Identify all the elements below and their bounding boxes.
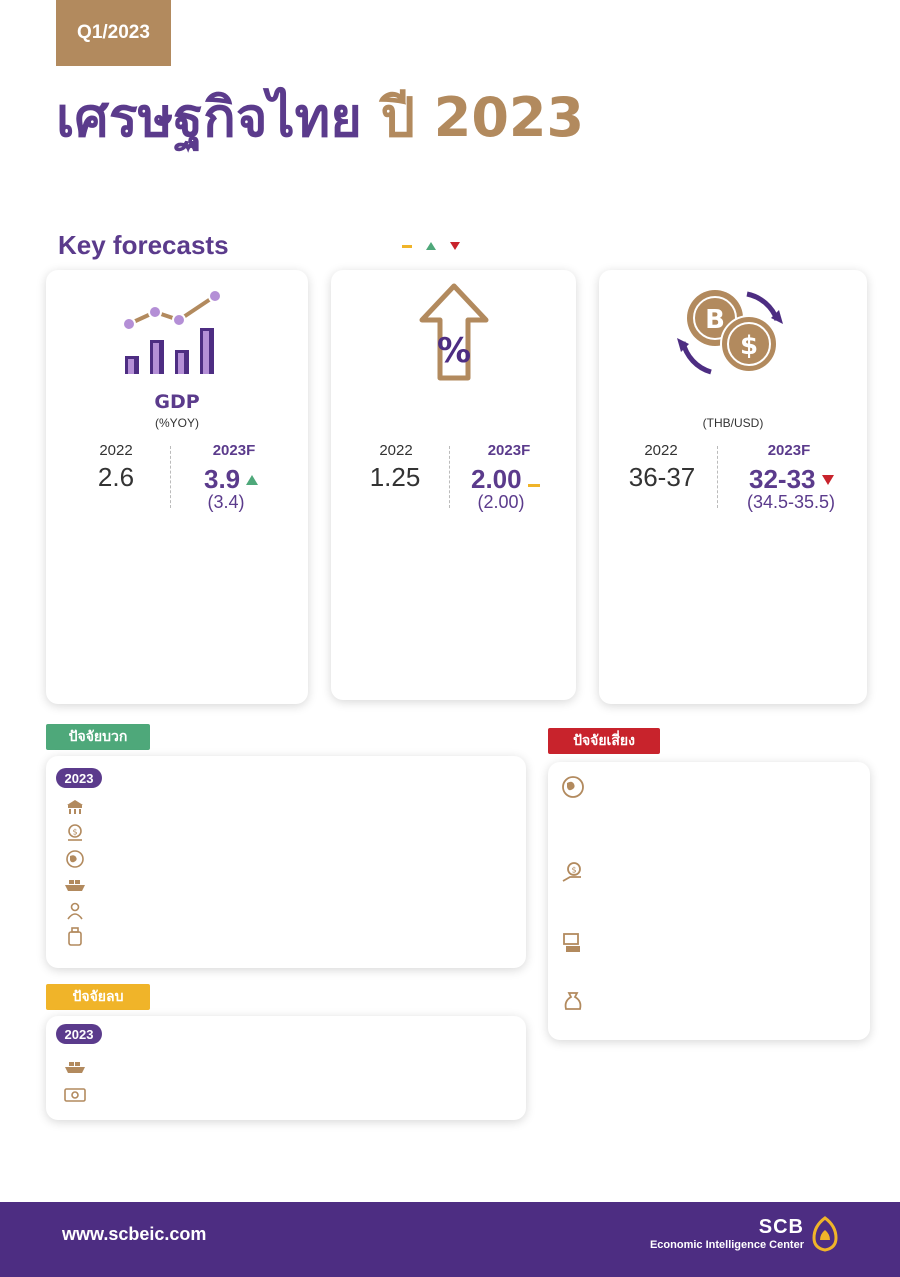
risk-factor-row	[560, 774, 862, 800]
fx-previous-forecast: (34.5-35.5)	[746, 492, 836, 512]
gdp-year-2023f: 2023F	[212, 442, 256, 459]
gdp-forecast-number: 3.9	[204, 464, 241, 494]
policy-rate-previous-forecast: (2.00)	[477, 492, 525, 512]
debt-bag-icon	[560, 988, 586, 1014]
footer	[0, 1202, 900, 1277]
positive-factor-row	[64, 876, 96, 894]
svg-text:$: $	[739, 331, 759, 361]
ship-icon	[64, 876, 86, 894]
risk-factors-panel	[548, 762, 870, 1040]
legend-unchanged	[402, 245, 416, 248]
negative-factors-panel	[46, 1016, 526, 1120]
gdp-value-2023f	[204, 464, 258, 495]
fx-divider	[717, 446, 718, 508]
fx-forecast-number: 32-33	[749, 464, 816, 494]
positive-factor-row	[64, 902, 96, 920]
policy-rate-year-2023f: 2023F	[487, 442, 531, 459]
exchange-rate-subtitle: (THB/USD)	[702, 416, 764, 430]
cargo-ship-icon	[64, 1058, 86, 1076]
rate-up-icon	[331, 282, 576, 382]
election-icon	[560, 930, 586, 956]
gdp-previous-forecast: (3.4)	[207, 492, 245, 512]
currency-exchange-icon	[599, 280, 867, 384]
luggage-icon	[64, 928, 86, 946]
scb-logo-icon	[810, 1216, 840, 1256]
risk-factor-row	[560, 930, 862, 956]
brand-name: SCB	[758, 1216, 804, 1238]
fx-year-2022: 2022	[644, 442, 678, 459]
positive-factor-row	[64, 928, 96, 946]
unchanged-dash-icon	[528, 484, 540, 487]
gdp-title: GDP	[154, 391, 200, 413]
temple-icon	[64, 798, 86, 816]
forecast-legend	[392, 242, 464, 250]
fx-value-2022: 36-37	[628, 462, 696, 492]
globe-risk-icon	[560, 774, 586, 800]
page-title	[56, 86, 584, 150]
positive-year-pill: 2023	[56, 768, 102, 788]
risk-factor-row	[560, 860, 862, 886]
down-triangle-icon	[822, 475, 834, 485]
unchanged-dash-icon	[402, 245, 412, 248]
svg-text:$: $	[571, 865, 577, 875]
spending-icon	[64, 824, 86, 842]
inflation-hand-icon	[560, 860, 586, 886]
positive-factor-row	[64, 824, 96, 842]
tourist-icon	[64, 902, 86, 920]
policy-rate-card	[331, 270, 576, 700]
quarter-tag: Q1/2023	[56, 0, 171, 66]
fx-year-2023f: 2023F	[767, 442, 811, 459]
exchange-rate-card	[599, 270, 867, 704]
key-forecasts-title: Key forecasts	[58, 230, 229, 260]
fx-value-2023f	[749, 464, 834, 495]
money-icon	[64, 1086, 86, 1104]
risk-factors-tag: ปัจจัยเสี่ยง	[548, 728, 660, 754]
policy-rate-divider	[449, 446, 450, 508]
positive-factor-row	[64, 798, 96, 816]
website-link[interactable]: www.scbeic.com	[62, 1224, 207, 1244]
policy-rate-value-2022: 1.25	[369, 462, 421, 492]
negative-factor-row	[64, 1058, 96, 1076]
brand-block	[650, 1216, 804, 1251]
negative-factors-tag: ปัจจัยลบ	[46, 984, 150, 1010]
negative-year-pill: 2023	[56, 1024, 102, 1044]
positive-factor-row	[64, 850, 96, 868]
page-title-year: ปี 2023	[380, 86, 585, 149]
gdp-value-2022: 2.6	[97, 462, 135, 492]
legend-down	[450, 242, 464, 250]
risk-factor-row	[560, 988, 862, 1014]
down-triangle-icon	[450, 242, 460, 250]
gdp-year-2022: 2022	[99, 442, 133, 459]
policy-rate-year-2022: 2022	[379, 442, 413, 459]
bar-chart-icon	[46, 290, 308, 380]
up-triangle-icon	[246, 475, 258, 485]
negative-factor-row	[64, 1086, 96, 1104]
globe-icon	[64, 850, 86, 868]
legend-up	[426, 242, 440, 250]
gdp-divider	[170, 446, 171, 508]
svg-text:%: %	[436, 331, 471, 371]
svg-text:$: $	[72, 827, 78, 837]
page-title-main: เศรษฐกิจไทย	[56, 86, 362, 149]
brand-subtitle: Economic Intelligence Center	[649, 1239, 804, 1251]
svg-text:B: B	[705, 305, 725, 335]
positive-factors-panel	[46, 756, 526, 968]
up-triangle-icon	[426, 242, 436, 250]
positive-factors-tag: ปัจจัยบวก	[46, 724, 150, 750]
policy-rate-value-2023f	[471, 464, 540, 495]
gdp-subtitle: (%YOY)	[154, 416, 199, 430]
policy-rate-forecast-number: 2.00	[471, 464, 522, 494]
gdp-card	[46, 270, 308, 704]
